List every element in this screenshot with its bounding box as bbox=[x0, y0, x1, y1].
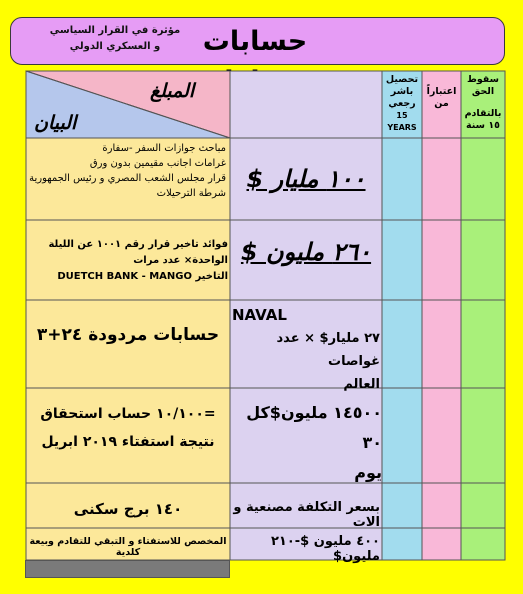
collection-header-line2: باشر رجعي bbox=[388, 86, 416, 109]
statement-row-4 bbox=[26, 400, 230, 456]
subtitle-line-1: مؤثرة في القرار السياسي bbox=[49, 25, 181, 36]
page-title: حسابات bbox=[202, 26, 308, 57]
collection-header bbox=[382, 74, 422, 134]
collection-header-line1: تحصيل bbox=[385, 74, 419, 85]
collection-header-line3: 15 YEARS bbox=[387, 111, 417, 132]
amount-line: العالم bbox=[343, 377, 380, 392]
statement-row-5-line-1: ١٤٠ برج سكنى bbox=[73, 500, 183, 518]
pink-column bbox=[422, 71, 461, 560]
statement-line: قرار مجلس الشعب المصري و رئيس الجمهورية bbox=[29, 173, 226, 184]
subtitle-line-2: و العسكري الدولي bbox=[69, 41, 161, 52]
statement-header-label: البيان bbox=[34, 112, 77, 134]
statement-line: مباحث جوازات السفر -سفارة bbox=[102, 143, 226, 154]
statement-line: شرطة الترحيلات bbox=[156, 188, 226, 199]
lapse-header-line3: ١٥ سنة bbox=[466, 120, 500, 131]
amount-header-label: المبلغ bbox=[150, 80, 195, 102]
statement-row-2 bbox=[28, 237, 228, 285]
statement-row-3: حسابات مردودة ٢٤+٣ bbox=[36, 325, 220, 345]
amount-line: NAVAL bbox=[232, 306, 287, 324]
statement-line: نتيجة استفتاء ٢٠١٩ ابريل bbox=[41, 434, 215, 450]
from-header: اعتباراً من bbox=[426, 86, 457, 109]
amount-row-5-line-1: بسعر التكلفة مصنعية و الات bbox=[233, 500, 380, 530]
amount-row-2: ٢٦٠ مليون $ bbox=[240, 238, 372, 266]
statement-line: التاخير DUETCH BANK - MANGO bbox=[57, 271, 228, 282]
statement-line: =١٠/١٠٠ حساب استحقاق bbox=[40, 406, 216, 422]
bottom-gray-bar bbox=[25, 560, 230, 578]
cyan-column bbox=[382, 71, 422, 560]
green-column bbox=[461, 71, 505, 560]
lapse-header-line2: بالتقادم bbox=[464, 108, 502, 119]
amount-row-4 bbox=[230, 398, 382, 488]
amount-line: ١٤٥٠٠ مليون$كل ٣٠ bbox=[246, 403, 382, 452]
statement-line: فوائد تاخير قرار رقم ١٠٠١ عن الليلة الواحدة× عدد مرات bbox=[48, 239, 228, 266]
lapse-header bbox=[461, 74, 505, 132]
statement-row-5-line-2: المخصص للاستفتاء و التبقي للتقادم وبيعة كلدية bbox=[29, 536, 227, 558]
amount-line: يوم bbox=[354, 463, 382, 482]
amount-row-5-line-2: ٤٠٠ مليون $-٢١٠ مليون$ bbox=[270, 534, 380, 564]
statement-line: غرامات اجانب مقيمين بدون ورق bbox=[89, 158, 226, 169]
lapse-header-line1: سقوط الحق bbox=[466, 74, 499, 97]
statement-row-1 bbox=[28, 141, 226, 201]
header-amount-cell bbox=[230, 71, 382, 138]
amount-row-3 bbox=[232, 304, 380, 396]
amount-row-1: ١٠٠ مليار $ bbox=[246, 165, 366, 193]
amount-line: ٢٧ مليار$ × عدد غواصات bbox=[276, 331, 380, 369]
